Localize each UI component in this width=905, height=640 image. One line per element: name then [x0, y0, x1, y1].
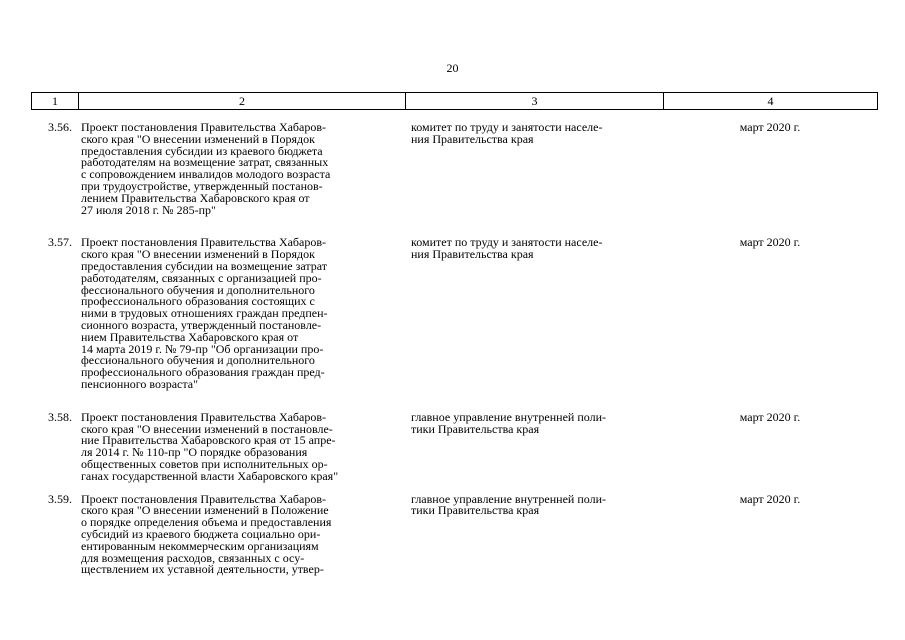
project-line: Проект постановления Правительства Хабаров- [81, 491, 327, 506]
project-line: нием Правительства Хабаровского края от [81, 329, 299, 344]
due-date: март 2020 г. [739, 409, 801, 424]
project-description [78, 122, 405, 216]
project-line: профессионального образования состоящих с [81, 294, 315, 309]
project-line: Проект постановления Правительства Хабаров- [81, 409, 327, 424]
executor-line: комитет по труду и занятости населе- [411, 235, 603, 250]
project-line: при трудоустройстве, утвержденный постанов- [81, 178, 323, 193]
project-line: с сопровождением инвалидов молодого возраста [81, 167, 331, 182]
responsible-executor [405, 237, 663, 390]
plan-row [31, 491, 877, 577]
project-line: фессионального обучения и дополнительного [81, 282, 315, 297]
project-line: Проект постановления Правительства Хабаров- [81, 120, 327, 134]
row-number: 3.58. [48, 409, 72, 424]
project-line: предоставления субсидии на возмещение затрат [81, 258, 327, 273]
executor-line: ния Правительства края [411, 131, 534, 146]
executor-line: ния Правительства края [411, 247, 534, 262]
plan-row [31, 409, 877, 483]
project-line: ского края "О внесении изменений в Порядок [81, 247, 315, 262]
project-line: ществлением их уставной деятельности, утвер- [81, 562, 324, 577]
row-number: 3.59. [48, 491, 72, 506]
due-date: март 2020 г. [739, 235, 801, 250]
project-line: ского края "О внесении изменений в постановле- [81, 421, 333, 436]
responsible-executor [405, 122, 663, 216]
project-line: лением Правительства Хабаровского края от [81, 190, 310, 205]
project-line: о порядке определения объема и предоставления [81, 515, 332, 530]
project-line: ского края "О внесении изменений в Порядок [81, 131, 315, 146]
project-line: работодателям, связанных с организацией про- [81, 270, 322, 285]
project-description [78, 409, 405, 483]
responsible-executor [405, 491, 663, 577]
plan-rows [31, 122, 877, 576]
project-description [78, 491, 405, 577]
project-line: сионного возраста, утвержденный постановле- [81, 317, 322, 332]
project-line: общественных советов при исполнительных ор- [81, 456, 328, 471]
row-number: 3.56. [48, 120, 72, 134]
project-line: 14 марта 2019 г. № 79-пр "Об организации про- [81, 341, 324, 356]
project-line: профессионального образования граждан пред- [81, 365, 325, 380]
project-line: ентированным некоммерческим организациям [81, 538, 319, 553]
project-line: работодателям на возмещение затрат, связанных [81, 155, 329, 170]
project-line: для возмещения расходов, связанных с осу- [81, 550, 305, 565]
column-header-1: 1 [32, 93, 79, 110]
executor-line: главное управление внутренней поли- [411, 491, 606, 506]
project-line: Проект постановления Правительства Хабаров- [81, 235, 327, 250]
row-number: 3.57. [48, 235, 72, 250]
project-line: ганах государственной власти Хабаровского края" [81, 468, 339, 483]
executor-line: тики Правительства края [411, 421, 540, 436]
responsible-executor [405, 409, 663, 483]
project-line: ними в трудовых отношениях граждан предпен- [81, 306, 328, 321]
column-header-table [31, 92, 878, 110]
project-line: фессионального обучения и дополнительного [81, 353, 315, 368]
page-number: 20 [446, 61, 459, 75]
project-description [78, 237, 405, 390]
due-date: март 2020 г. [739, 491, 801, 506]
project-line: предоставления субсидии из краевого бюджета [81, 143, 323, 158]
plan-row [31, 237, 877, 390]
column-header-row [32, 93, 878, 110]
plan-row [31, 122, 877, 216]
executor-line: комитет по труду и занятости населе- [411, 120, 603, 134]
executor-line: главное управление внутренней поли- [411, 409, 606, 424]
column-header-3: 3 [406, 93, 664, 110]
project-line: пенсионного возраста" [81, 376, 198, 391]
column-header-2: 2 [79, 93, 406, 110]
project-line: ля 2014 г. № 110-пр "О порядке образования [81, 445, 308, 460]
due-date: март 2020 г. [739, 120, 801, 134]
project-line: субсидий из краевого бюджета социально ори- [81, 526, 321, 541]
project-line: 27 июля 2018 г. № 285-пр" [81, 202, 216, 217]
column-header-4: 4 [664, 93, 878, 110]
project-line: ского края "О внесении изменений в Положение [81, 503, 329, 518]
project-line: ние Правительства Хабаровского края от 15 апре- [81, 433, 336, 448]
executor-line: тики Правительства края [411, 503, 540, 518]
